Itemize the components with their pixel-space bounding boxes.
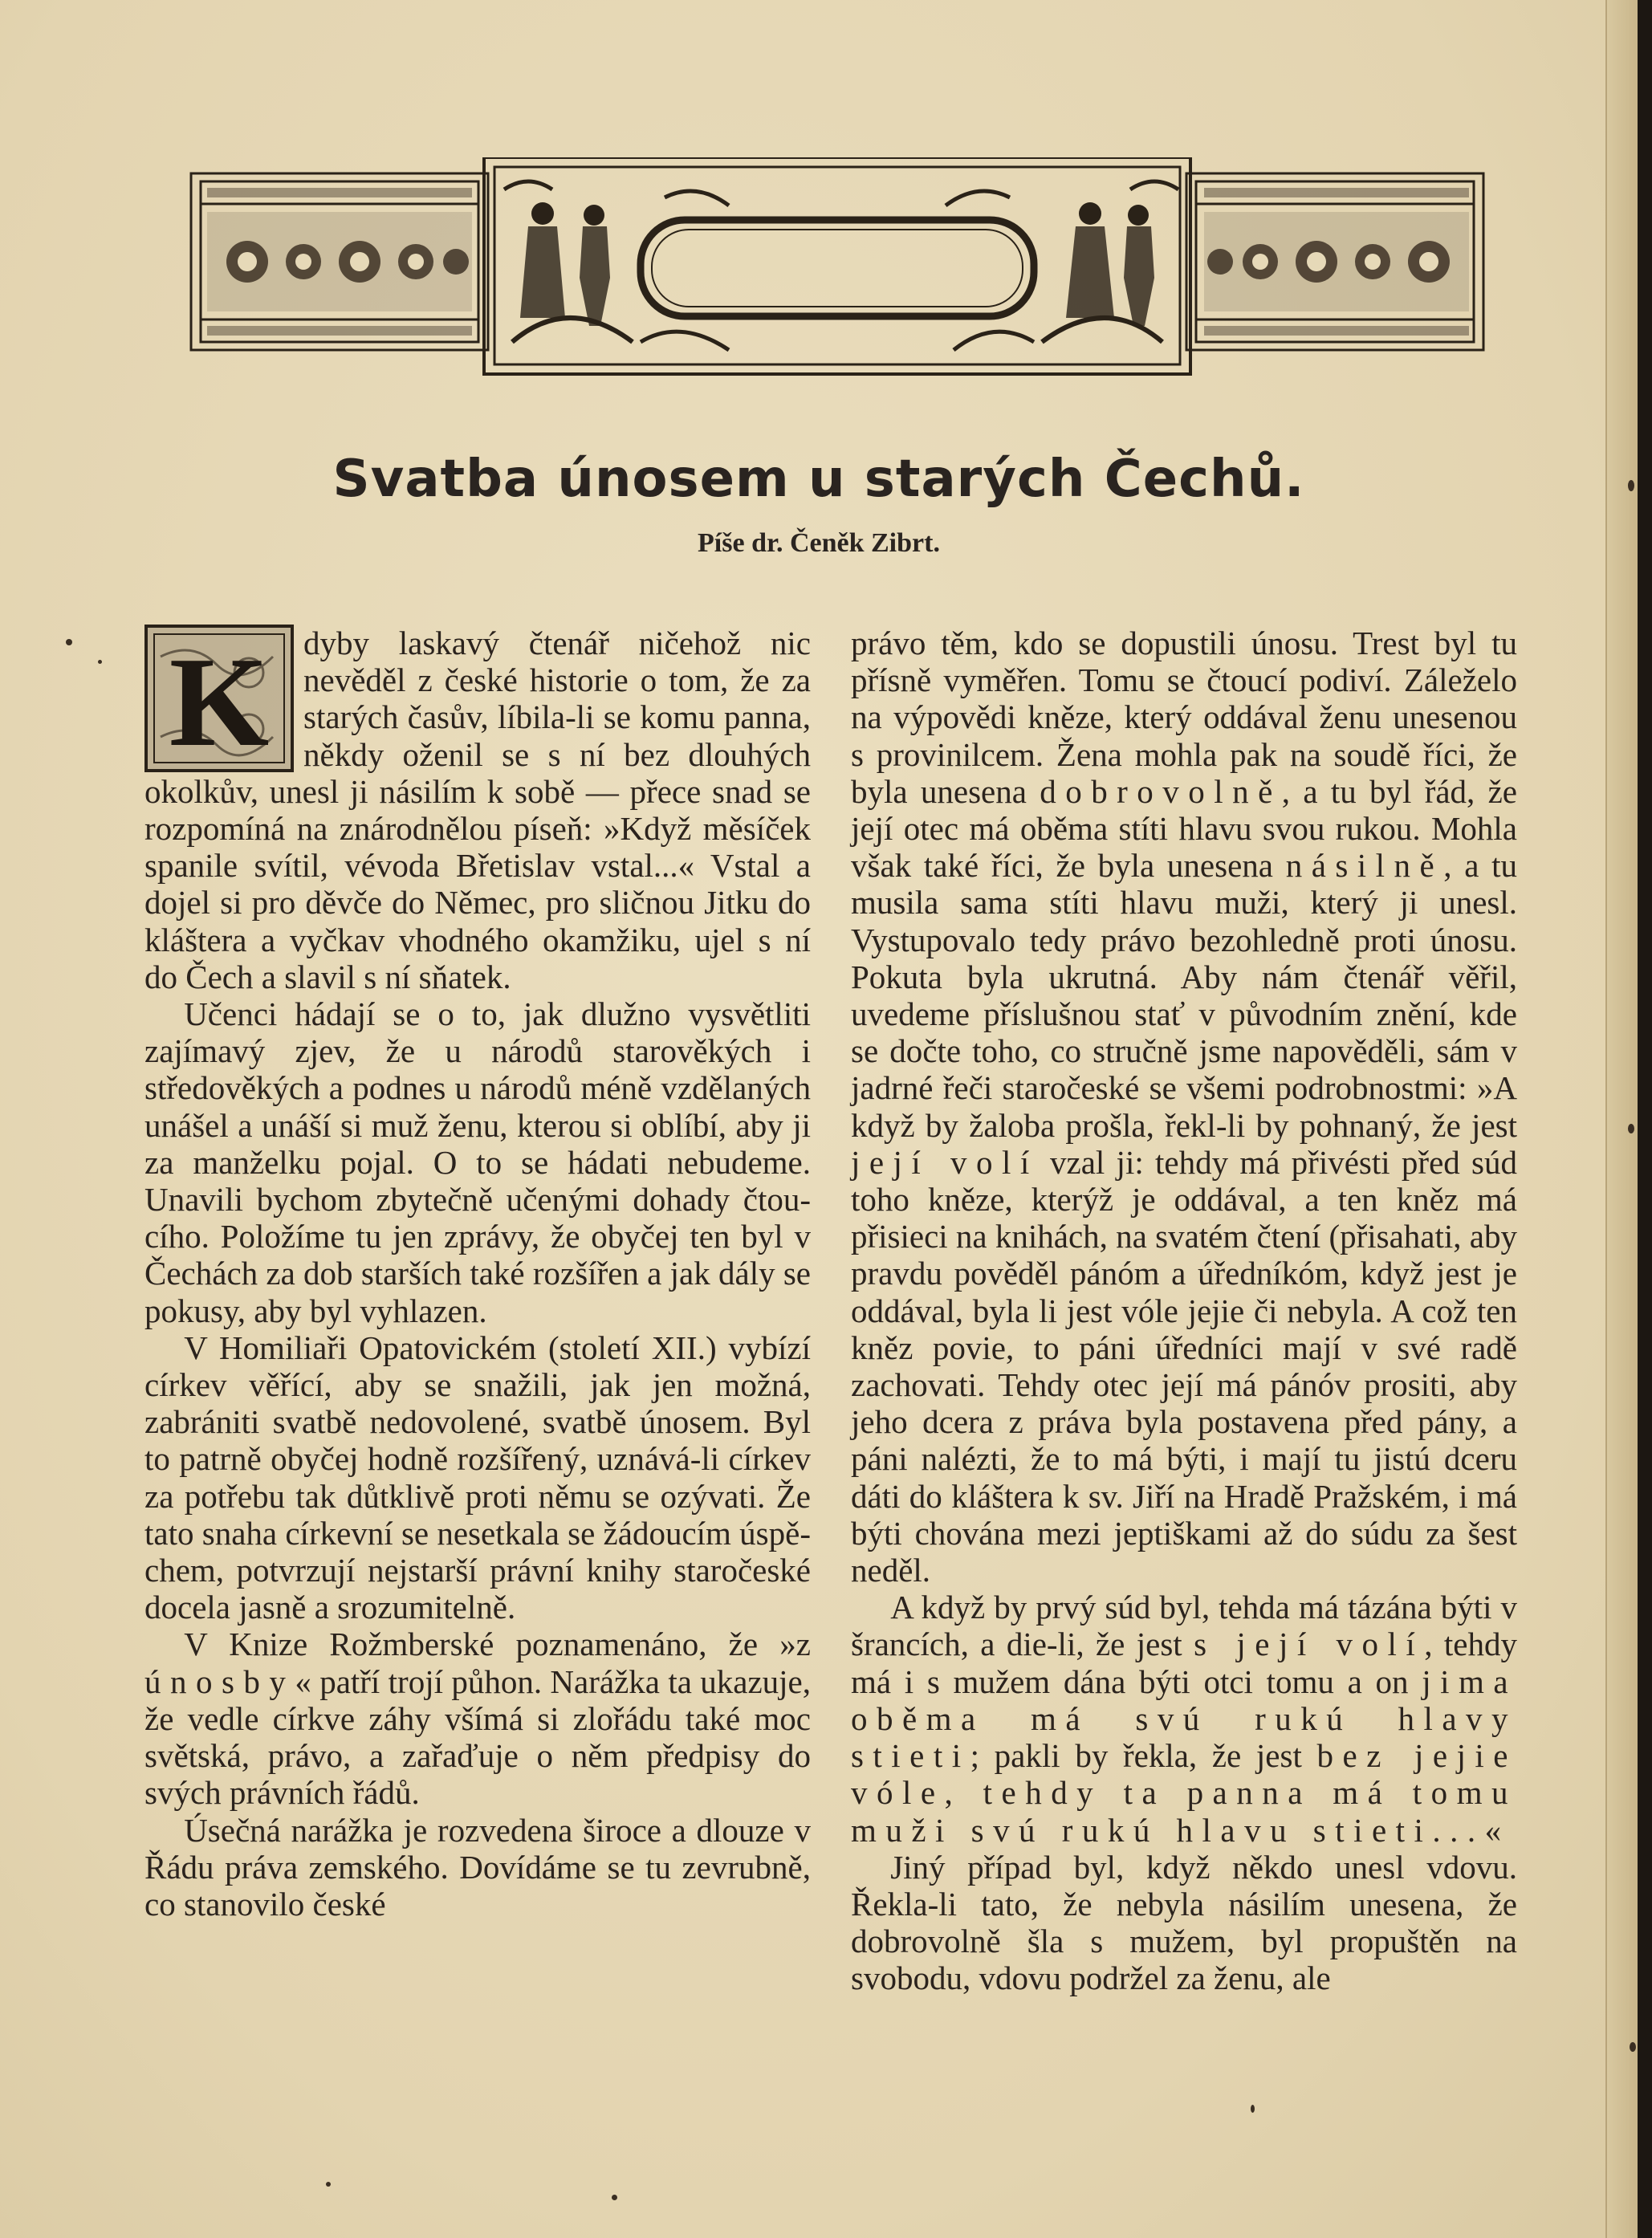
paragraph: V Homiliaři Opatovickém (století XII.) vybízí církev věřící, aby se snažili, jak jen možná, zabrániti svatbě nedovolené, svatbě únosem. Byl to patrně obyčej hodně rozšířený, uznává-li církev za potřebu tak důtklivě proti němu se ozývati. Že tato snaha církevní se nesetkala se žádoucím úspěchem, potvrzují nejstarší právní knihy staročeské docela jasně a srozumitelně. (144, 1329, 811, 1626)
author-name: Čeněk Zibrt. (789, 528, 940, 558)
scan-speck (66, 639, 72, 645)
scan-speck (1630, 2042, 1636, 2052)
right-column (851, 625, 1517, 1997)
text-run: , a tu musila sama stíti hlavu muži, který ji unesl. Vystupovalo tedy právo bezohledně proti únosu. Pokuta byla ukrutná. Aby nám čtenář věřil, uvedeme příslušnou stať v původním znění, kde se dočte toho, co stručně jsme napověděli, sám v jadrné řeči staročeské se všemi podrobnostmi: »A když by žaloba prošla, řekl-li by pohnaný, že jest (851, 847, 1518, 1144)
paragraph-text: dyby laskavý čtenář ničehož nic nevěděl z české historie o tom, že za starých časův, líbila-li se komu panna, někdy oženil se s ní bez dlouhých okolkův, unesl ji násilím k sobě — přece snad se rozpomíná na znárodnělou píseň: »Když měsíček spanile svítil, vévoda Břetislav vstal...« Vstal a dojel si pro děvče do Němec, pro sličnou Jitku do kláštera a vyčkav vhodného okamžiku, ujel s ní do Čech a slavil s ní sňatek. (144, 625, 811, 995)
scan-speck (98, 660, 102, 664)
drop-cap-letter: K (169, 630, 270, 772)
paragraph (144, 625, 811, 995)
paragraph (851, 1589, 1517, 1848)
ornamental-folk-banner-icon (183, 157, 1493, 379)
paragraph (144, 1626, 811, 1811)
spaced-term: s její volí (1194, 1626, 1425, 1663)
text-run: « (1484, 1811, 1502, 1849)
page-binding-edge (1605, 0, 1638, 2238)
article-title: Svatba únosem u starých Čechů. (332, 450, 1305, 509)
spaced-term: násilně (1285, 847, 1444, 885)
text-run: , tehdy má i s mužem dána býti otci tomu a on (851, 1626, 1517, 1700)
text-run: vzal ji: tehdy má přivésti před súd toho kněze, kterýž je oddával, a ten kněz má přisieci na knihách, na svatém čtení (přisahati, aby pravdu pověděl pánóm a úředníkóm, když jest je oddával, byla li jest vóle jejie či nebyla. A což ten kněz povie, to páni úředníci mají v své radě zachovati. Tehdy otec její má pánóv prositi, aby jeho dcera z práva byla postavena před pány, a páni nalézti, že to má býti, i mají tu jistú dceru dáti do kláštera k sv. Jiří na Hradě Pražském, i má býti chována mezi jeptiškami až do súdu za šest neděl. (851, 1143, 1517, 1589)
spaced-term: její volí (851, 1143, 1039, 1181)
text-run: právo těm, kdo se dopustili únosu. Trest byl tu přísně vyměřen. Tomu se čtoucí podiví. Záleželo na výpovědi kněze, který oddával ženu unesenou s provinilcem. Žena mohla pak na soudě říci, že byla unesena (851, 625, 1517, 810)
text-run: , a tu byl řád, že její otec má oběma stíti hlavu svou rukou. Mohla však také říci, že byla unesena (851, 772, 1517, 885)
paragraph: Jiný případ byl, když někdo unesl vdovu. Řekla-li tato, že nebyla násilím unesena, že dobrovolně šla s mužem, byl propuštěn na svobodu, vdovu podržel za ženu, ale (851, 1848, 1517, 1997)
text-run: V Knize Rožmberské poznamenáno, že »z (184, 1626, 811, 1663)
paragraph: Učenci hádají se o to, jak dlužno vysvětliti zajímavý zjev, že u národů starověkých i středověkých a podnes u národů méně vzdělaných unášel a unáší si muž ženu, kterou si oblíbí, aby ji za manželku pojal. O to se hádati nebudeme. Unavili bychom zbytečně učenými dohady čtoucího. Položíme tu jen zprávy, že obyčej ten byl v Čechách za dob starších také rozšířen a jak dály se pokusy, aby byl vyhlazen. (144, 995, 811, 1329)
scan-speck (1628, 480, 1634, 491)
scan-speck (1628, 1124, 1634, 1133)
byline (0, 528, 1638, 559)
text-run: A když by prvý súd byl, tehda má tázána býti v šrancích, a die-li, že jest (851, 1589, 1517, 1663)
left-column (144, 625, 811, 1923)
text-run: ; pakli by řekla, že jest (970, 1737, 1302, 1775)
spaced-term: bez jejie vóle, tehdy ta panna má tomu muži svú rukú hlavu stieti... (851, 1737, 1517, 1849)
spaced-term: jima oběma má svú rukú hlavy stieti (851, 1662, 1517, 1775)
paragraph (851, 625, 1517, 1589)
paragraph: Úsečná narážka je rozvedena široce a dlouze v Řádu práva zemského. Dovídáme se tu zevrubně, co stanovilo české (144, 1811, 811, 1923)
text-run: « patří trojí půhon. Narážka ta ukazuje, že vedle církve záhy všímá si zlořádu také moc světská, právo, a zařaďuje o něm předpisy do svých právních řádů. (144, 1662, 811, 1812)
spaced-term: dobrovolně (1040, 772, 1282, 810)
byline-prefix: Píše dr. (698, 528, 783, 558)
scan-speck (326, 2182, 331, 2187)
scan-speck (612, 2195, 617, 2200)
decorated-initial-K-icon (144, 625, 294, 772)
spaced-term: únosby (144, 1662, 295, 1700)
scan-speck (1251, 2105, 1255, 2113)
